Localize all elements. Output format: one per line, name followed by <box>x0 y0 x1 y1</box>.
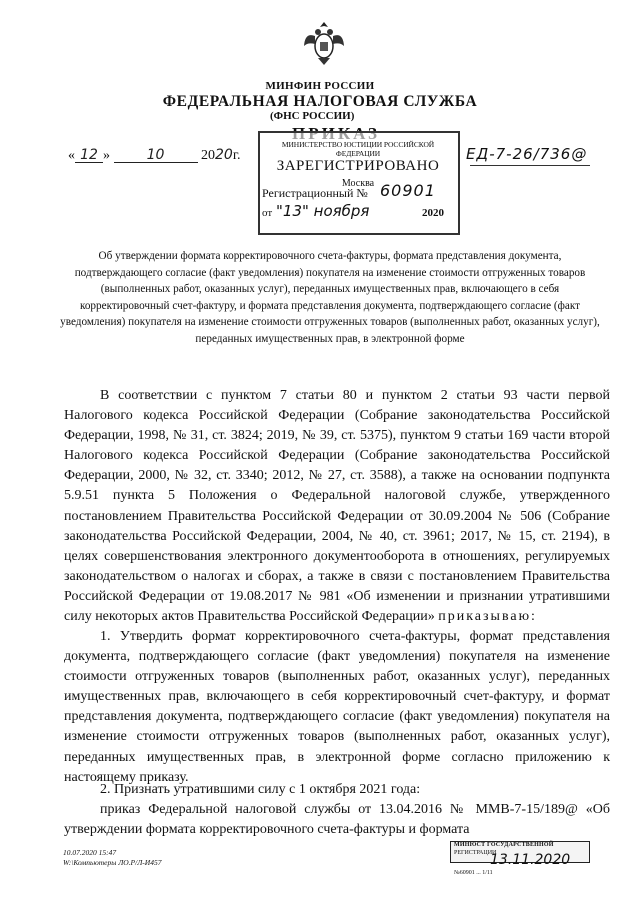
date-close: » <box>103 148 110 163</box>
stamp-ministry: МИНИСТЕРСТВО ЮСТИЦИИ РОССИЙСКОЙ ФЕДЕРАЦИИ <box>281 140 435 158</box>
order-subject: Об утверждении формата корректировочного счета-фактуры, формата представления документа, подтверждающего согласие (факт уведомления) покупателя на изменение стоимости отгруженных товаров (выполненных работ, оказанных услуг), переданных имущественных прав, включающего в себя корректировочный счет-фактуру, и формата представления документа, подтверждающего согласие (факт уведомления) покупателя на изменение стоимости отгруженных товаров (выполненных работ, оказанных услуг), переданных имущественных прав, в электронной форме <box>60 250 600 345</box>
service-abbr: (ФНС РОССИИ) <box>270 110 355 122</box>
stamp-registered: ЗАРЕГИСТРИРОВАНО <box>276 158 440 174</box>
preamble-text: В соответствии с пунктом 7 статьи 80 и пунктом 2 статьи 93 части первой Налогового кодекса Российской Федерации (Собрание законодательства Российской Федерации, 1998, № 31, ст. 3824; 2019, № 39, ст. 5375), пунктом 9 статьи 169 части второй Налогового кодекса Российской Федерации (Собрание законодательства Российской Федерации, 2000, № 32, ст. 3340; 2012, № 27, ст. 3588), а также на основании подпункта 5.9.51 пункта 5 Положения о Федеральной налоговой службе, утвержденного постановлением Правительства Российской Федерации от 30.09.2004 № 506 (Собрание законодательства Российской Федерации, 2004, № 40, ст. 3961; 2017, № 15, ст. 2194), в целях совершенствования электронного документооборота в отношениях, регулируемых законодательством о налогах и сборах, а также в связи с постановлением Правительства Российской Федерации от 19.08.2017 № 981 «Об изменении и признании утратившими силу некоторых актов Правительства Российской Федерации» <box>64 388 610 625</box>
preamble-paragraph <box>64 386 610 627</box>
reg-stamp-bottom: №60901 ... 1/11 <box>454 870 493 876</box>
stamp-reg-label: Регистрационный № <box>262 186 368 200</box>
preamble-action: приказываю: <box>438 609 537 625</box>
document-number: ЕД-7-26/736@ <box>466 145 588 163</box>
reg-stamp-date: 13.11.2020 <box>490 852 571 868</box>
document-number-underline <box>470 165 590 166</box>
stamp-reg-number: 60901 <box>380 181 436 200</box>
item-2-paragraph: 2. Признать утратившими силу с 1 октября 2021 года: <box>100 782 421 797</box>
repealed-order-paragraph: приказ Федеральной налоговой службы от 13.04.2016 № ММВ-7-15/189@ «Об утверждении формата корректировочного счета-фактуры и формата <box>64 802 610 838</box>
date-year-prefix: 20 <box>201 148 215 163</box>
item-1-paragraph: 1. Утвердить формат корректировочного счета-фактуры, формат представления документа, подтверждающего согласие (факт уведомления) покупателя на изменение стоимости отгруженных товаров (выполненных работ, оказанных услуг), переданных имущественных прав, включающего в себя корректировочный счет-фактуру, и формат представления документа, подтверждающего согласие (факт уведомления) покупателя на изменение стоимости отгруженных товаров (выполненных работ, оказанных услуг), переданных имущественных прав, в электронной форме согласно приложению к настоящему приказу. <box>64 629 610 785</box>
ministry-name: МИНФИН РОССИИ <box>265 80 375 92</box>
date-month: 10 <box>114 148 198 163</box>
footer-meta <box>63 848 161 868</box>
stamp-date-prefix: от <box>262 207 273 219</box>
coat-of-arms-icon <box>302 18 346 68</box>
stamp-year: 2020 <box>422 207 444 219</box>
date-open: « <box>68 148 75 163</box>
footer-line-2: W:\Компьютеры ЛО.Р/Л-И457 <box>63 858 162 867</box>
date-day: 12 <box>75 148 103 163</box>
service-name: ФЕДЕРАЛЬНАЯ НАЛОГОВАЯ СЛУЖБА <box>162 93 478 110</box>
date-g: г. <box>232 148 241 163</box>
reg-stamp-line-2: РЕГИСТРАЦИИ <box>454 850 497 856</box>
stamp-date-hand: "13" ноября <box>276 202 370 220</box>
reg-stamp-line-1: МИНЮСТ ГОСУДАРСТВЕННОЙ <box>454 842 554 848</box>
stamp-city: Москва <box>341 178 375 189</box>
order-date <box>68 147 241 164</box>
footer-line-1: 10.07.2020 15:47 <box>63 848 117 857</box>
date-year-suffix: 20 <box>215 147 233 163</box>
